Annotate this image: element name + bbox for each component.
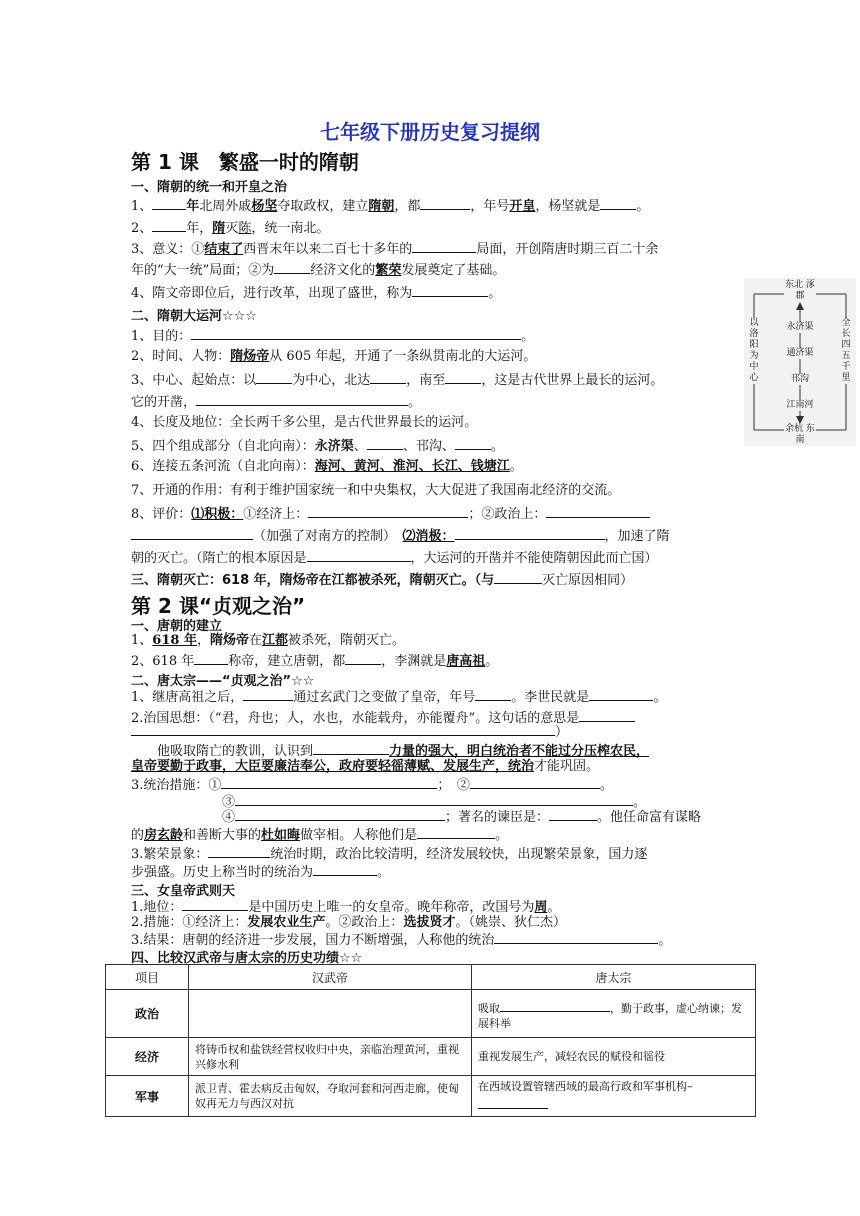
table-header-row	[106, 965, 756, 990]
l1-canal-8c: 朝的灭亡。（隋亡的根本原因是 ，大运河的开凿并不能使隋朝因此而亡国）	[131, 547, 731, 569]
l1-canal-3b: 它的开凿， 。	[131, 391, 731, 413]
l1-canal-7: 7、开通的作用：有利于维护国家统一和中央集权，大大促进了我国南北经济的交流。	[131, 483, 621, 498]
l1-canal-8b: （加强了对南方的控制） ⑵消极： ，加速了隋	[131, 525, 731, 547]
l1-item-2: 2、 年，隋灭陈，统一南北。	[131, 217, 731, 239]
table-row	[106, 1038, 756, 1076]
table-cell-han: 将铸币权和盐铁经营权收归中央，亲临治理黄河，重视兴修水利	[189, 1038, 472, 1076]
diagram-node-1: 永济渠	[784, 322, 816, 333]
table-cell-tang-b: ，勤于政事，虚心纳谏；发展科举	[478, 1001, 742, 1030]
l1-canal-2: 2、时间、人物：隋炀帝从 605 年起，开通了一条纵贯南北的大运河。	[131, 349, 537, 364]
comparison-table	[105, 964, 756, 1117]
table-cell-tang	[472, 990, 756, 1038]
lesson2-section1: 一、唐朝的建立	[131, 619, 223, 634]
l1-item-1: 1、 年北周外戚杨坚夺取政权，建立隋朝，都 ，年号开皇，杨坚就是 。	[131, 195, 731, 217]
l1-canal-8: 8、评价：⑴积极：①经济上： ；②政治上：	[131, 503, 731, 525]
diagram-right: 全长四五千里	[838, 318, 854, 384]
lesson1-section3-text: 三、隋朝灭亡：618 年，隋炀帝在江都被杀死，隋朝灭亡。（与	[131, 573, 495, 588]
table-cell-han	[189, 990, 472, 1038]
table-header: 汉武帝	[189, 965, 472, 990]
l2-tz-1: 1、继唐高祖之后， 通过玄武门之变做了皇帝，年号 。李世民就是 。	[131, 686, 731, 708]
table-cell-tang-a: 在西域设置管辖西域的最高行政和军事机构–	[478, 1080, 693, 1093]
l2-tz-4: 3.繁荣景象： 统治时期，政治比较清明，经济发展较快，出现繁荣景象，国力逐	[131, 843, 731, 865]
l2-tz-3: 3.统治措施：① ； ② 。	[131, 774, 731, 796]
table-header: 唐太宗	[472, 965, 756, 990]
table-header: 项目	[106, 965, 189, 990]
lesson2-section3: 三、女皇帝武则天	[131, 884, 236, 899]
diagram-node-2: 通济渠	[784, 348, 816, 359]
l2-wzt-1: 1.地位： 是中国历史上唯一的女皇帝。晚年称帝，改国号为周。	[131, 896, 731, 918]
l1-canal-6: 6、连接五条河流（自北向南）：海河、黄河、淮河、长江、钱塘江。	[131, 459, 523, 474]
table-row	[106, 990, 756, 1038]
lesson1-section2: 二、隋朝大运河☆☆☆	[131, 309, 257, 324]
l2-tz-2d: 皇帝要勤于政事，大臣要廉洁奉公，政府要轻徭薄赋、发展生产，统治才能巩固。	[131, 759, 600, 774]
table-cell-han: 派卫青、霍去病反击匈奴，夺取河套和河西走廊，使匈奴再无力与西汉对抗	[189, 1076, 472, 1117]
l2-tz-4b: 步强盛。历史上称当时的统治为 。	[131, 861, 731, 883]
table-cell-tang-a: 吸取	[478, 1001, 500, 1015]
l2-tz-3d: 的房玄龄和善断大事的杜如晦做宰相。人称他们是 。	[131, 824, 731, 846]
diagram-top: 东北 涿郡	[785, 280, 815, 301]
l1-item-3b: 年的“大一统”局面；②为 经济文化的繁荣发展奠定了基础。	[131, 259, 731, 281]
l2-tang-1: 1、618 年，隋炀帝在江都被杀死，隋朝灭亡。	[131, 633, 406, 648]
lesson2-section2: 二、唐太宗——“贞观之治”☆☆	[131, 674, 315, 689]
lesson1-section3	[131, 569, 731, 591]
document-title: 七年级下册历史复习提纲	[320, 120, 540, 144]
lesson2-heading: 第 2 课“贞观之治”	[131, 594, 306, 618]
lesson2-section4: 四、比较汉武帝与唐太宗的历史功绩☆☆	[131, 951, 363, 966]
l2-tz-2: 2.治国思想：（“君，舟也；人，水也，水能载舟，亦能覆舟”。这句话的意思是	[131, 707, 731, 729]
lesson1-heading: 第 1 课 繁盛一时的隋朝	[131, 150, 359, 174]
diagram-node-3: 邗沟	[784, 374, 816, 385]
table-row-label: 经济	[106, 1038, 189, 1076]
l2-wzt-3: 3.结果：唐朝的经济进一步发展，国力不断增强，人称他的统治 。	[131, 929, 731, 951]
l2-tz-3b: ③ 。	[131, 791, 731, 813]
diagram-bottom: 余杭 东南	[785, 424, 815, 445]
lesson1-section3-tail: 灭亡原因相同）	[542, 573, 634, 588]
table-row-label: 军事	[106, 1076, 189, 1117]
lesson1-section1: 一、隋朝的统一和开皇之治	[131, 180, 288, 195]
l1-canal-1: 1、目的： 。	[131, 325, 731, 347]
l1-canal-5: 5、四个组成部分（自北向南）：永济渠、 、邗沟、 。	[131, 435, 731, 457]
l2-tz-2c: 他吸取隋亡的教训，认识到 力量的强大，明白统治者不能过分压榨农民，	[131, 740, 731, 762]
diagram-node-4: 江南河	[784, 400, 816, 411]
table-cell-tang	[472, 1076, 756, 1117]
l2-wzt-2: 2.措施：①经济上：发展农业生产。②政治上：选拔贤才。（姚崇、狄仁杰）	[131, 915, 566, 930]
l1-item-3: 3、意义：①结束了西晋末年以来二百七十多年的 局面，开创隋唐时期三百二十余	[131, 238, 731, 260]
l1-canal-3: 3、中心、起始点：以 为中心，北达 ，南至 ，这是古代世界上最长的运河。	[131, 369, 731, 391]
l2-tz-3c: ④ ；著名的谏臣是： 。他任命富有谋略	[131, 806, 731, 828]
grand-canal-diagram	[744, 278, 856, 446]
diagram-left: 以洛阳为中心	[746, 318, 762, 384]
l2-tz-2b: ）	[131, 721, 731, 743]
l2-tang-2: 2、618 年 称帝，建立唐朝，都 ，李渊就是唐高祖。	[131, 650, 731, 672]
table-row-label: 政治	[106, 990, 189, 1038]
table-cell-tang: 重视发展生产，减轻农民的赋役和徭役	[472, 1038, 756, 1076]
table-row	[106, 1076, 756, 1117]
l1-item-4: 4、隋文帝即位后，进行改革，出现了盛世，称为 。	[131, 282, 731, 304]
l1-canal-4: 4、长度及地位：全长两千多公里，是古代世界最长的运河。	[131, 415, 478, 430]
